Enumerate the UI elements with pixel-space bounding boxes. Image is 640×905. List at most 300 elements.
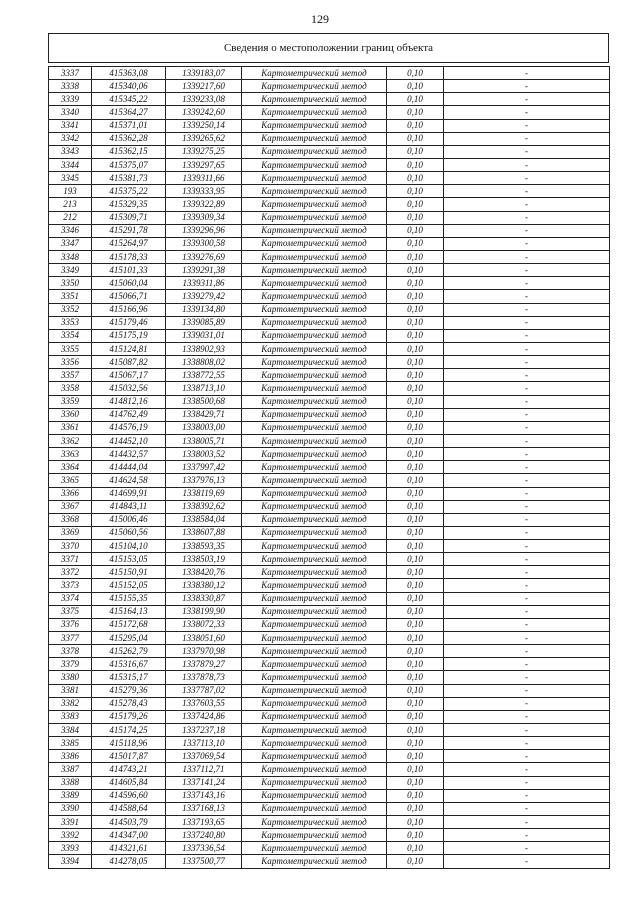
x-coordinate-cell: 415316,67 [92,658,166,671]
x-coordinate-cell: 415101,33 [92,264,166,277]
method-cell: Картометрический метод [242,172,387,185]
x-coordinate-cell: 415152,05 [92,579,166,592]
method-cell: Картометрический метод [242,106,387,119]
note-cell: - [444,684,610,697]
x-coordinate-cell: 415362,28 [92,132,166,145]
table-row [49,277,610,290]
y-coordinate-cell: 1337237,18 [166,724,242,737]
note-cell: - [444,448,610,461]
x-coordinate-cell: 415087,82 [92,356,166,369]
method-cell: Картометрический метод [242,93,387,106]
note-cell: - [444,185,610,198]
note-cell: - [444,421,610,434]
x-coordinate-cell: 414444,04 [92,461,166,474]
accuracy-cell: 0,10 [387,316,444,329]
y-coordinate-cell: 1338902,93 [166,342,242,355]
table-row [49,290,610,303]
point-number-cell: 193 [49,185,92,198]
method-cell: Картометрический метод [242,500,387,513]
x-coordinate-cell: 414588,64 [92,802,166,815]
point-number-cell: 3348 [49,250,92,263]
y-coordinate-cell: 1338808,02 [166,356,242,369]
x-coordinate-cell: 415174,25 [92,724,166,737]
point-number-cell: 3344 [49,158,92,171]
y-coordinate-cell: 1337603,55 [166,697,242,710]
method-cell: Картометрический метод [242,816,387,829]
y-coordinate-cell: 1339242,60 [166,106,242,119]
note-cell: - [444,250,610,263]
note-cell: - [444,211,610,224]
accuracy-cell: 0,10 [387,605,444,618]
table-row [49,145,610,158]
method-cell: Картометрический метод [242,303,387,316]
accuracy-cell: 0,10 [387,369,444,382]
table-row [49,421,610,434]
accuracy-cell: 0,10 [387,93,444,106]
method-cell: Картометрический метод [242,526,387,539]
x-coordinate-cell: 415164,13 [92,605,166,618]
accuracy-cell: 0,10 [387,763,444,776]
y-coordinate-cell: 1338503,19 [166,553,242,566]
accuracy-cell: 0,10 [387,802,444,815]
table-row [49,697,610,710]
y-coordinate-cell: 1339300,58 [166,237,242,250]
point-number-cell: 3384 [49,724,92,737]
method-cell: Картометрический метод [242,802,387,815]
note-cell: - [444,526,610,539]
note-cell: - [444,264,610,277]
accuracy-cell: 0,10 [387,855,444,868]
table-row [49,855,610,868]
y-coordinate-cell: 1339279,42 [166,290,242,303]
method-cell: Картометрический метод [242,264,387,277]
y-coordinate-cell: 1339265,62 [166,132,242,145]
table-row [49,80,610,93]
y-coordinate-cell: 1339134,80 [166,303,242,316]
point-number-cell: 3340 [49,106,92,119]
table-row [49,829,610,842]
x-coordinate-cell: 415104,10 [92,540,166,553]
accuracy-cell: 0,10 [387,211,444,224]
accuracy-cell: 0,10 [387,684,444,697]
table-row [49,737,610,750]
method-cell: Картометрический метод [242,145,387,158]
point-number-cell: 3379 [49,658,92,671]
y-coordinate-cell: 1338429,71 [166,408,242,421]
y-coordinate-cell: 1338584,04 [166,513,242,526]
note-cell: - [444,605,610,618]
point-number-cell: 3357 [49,369,92,382]
x-coordinate-cell: 415179,46 [92,316,166,329]
method-cell: Картометрический метод [242,395,387,408]
table-row [49,329,610,342]
table-row [49,684,610,697]
accuracy-cell: 0,10 [387,553,444,566]
table-row [49,448,610,461]
x-coordinate-cell: 415179,26 [92,710,166,723]
y-coordinate-cell: 1338500,68 [166,395,242,408]
accuracy-cell: 0,10 [387,487,444,500]
accuracy-cell: 0,10 [387,618,444,631]
note-cell: - [444,566,610,579]
y-coordinate-cell: 1337168,13 [166,802,242,815]
accuracy-cell: 0,10 [387,526,444,539]
point-number-cell: 3355 [49,342,92,355]
note-cell: - [444,658,610,671]
point-number-cell: 3341 [49,119,92,132]
point-number-cell: 3388 [49,776,92,789]
table-row [49,395,610,408]
x-coordinate-cell: 414743,21 [92,763,166,776]
table-row [49,579,610,592]
method-cell: Картометрический метод [242,645,387,658]
x-coordinate-cell: 415375,07 [92,158,166,171]
x-coordinate-cell: 415363,08 [92,67,166,80]
method-cell: Картометрический метод [242,684,387,697]
table-title: Сведения о местоположении границ объекта [223,42,434,54]
point-number-cell: 3353 [49,316,92,329]
x-coordinate-cell: 415345,22 [92,93,166,106]
note-cell: - [444,618,610,631]
note-cell: - [444,750,610,763]
y-coordinate-cell: 1338003,00 [166,421,242,434]
x-coordinate-cell: 414843,11 [92,500,166,513]
method-cell: Картометрический метод [242,737,387,750]
accuracy-cell: 0,10 [387,382,444,395]
table-row [49,816,610,829]
y-coordinate-cell: 1337879,27 [166,658,242,671]
note-cell: - [444,158,610,171]
note-cell: - [444,855,610,868]
table-row [49,724,610,737]
table-row [49,658,610,671]
x-coordinate-cell: 415032,56 [92,382,166,395]
y-coordinate-cell: 1339309,34 [166,211,242,224]
table-row [49,369,610,382]
method-cell: Картометрический метод [242,198,387,211]
x-coordinate-cell: 415060,04 [92,277,166,290]
point-number-cell: 3377 [49,632,92,645]
method-cell: Картометрический метод [242,250,387,263]
y-coordinate-cell: 1339233,08 [166,93,242,106]
note-cell: - [444,710,610,723]
method-cell: Картометрический метод [242,237,387,250]
table-row [49,198,610,211]
method-cell: Картометрический метод [242,618,387,631]
note-cell: - [444,93,610,106]
accuracy-cell: 0,10 [387,264,444,277]
accuracy-cell: 0,10 [387,356,444,369]
method-cell: Картометрический метод [242,80,387,93]
note-cell: - [444,592,610,605]
point-number-cell: 3347 [49,237,92,250]
note-cell: - [444,145,610,158]
note-cell: - [444,500,610,513]
x-coordinate-cell: 415278,43 [92,697,166,710]
point-number-cell: 3382 [49,697,92,710]
method-cell: Картометрический метод [242,789,387,802]
point-number-cell: 3346 [49,224,92,237]
table-row [49,172,610,185]
point-number-cell: 3373 [49,579,92,592]
accuracy-cell: 0,10 [387,566,444,579]
y-coordinate-cell: 1337787,02 [166,684,242,697]
note-cell: - [444,540,610,553]
note-cell: - [444,579,610,592]
accuracy-cell: 0,10 [387,106,444,119]
note-cell: - [444,277,610,290]
accuracy-cell: 0,10 [387,697,444,710]
method-cell: Картометрический метод [242,448,387,461]
accuracy-cell: 0,10 [387,329,444,342]
note-cell: - [444,237,610,250]
x-coordinate-cell: 415375,22 [92,185,166,198]
note-cell: - [444,132,610,145]
accuracy-cell: 0,10 [387,132,444,145]
method-cell: Картометрический метод [242,605,387,618]
table-row [49,632,610,645]
y-coordinate-cell: 1339322,89 [166,198,242,211]
x-coordinate-cell: 415066,71 [92,290,166,303]
method-cell: Картометрический метод [242,211,387,224]
y-coordinate-cell: 1339333,95 [166,185,242,198]
x-coordinate-cell: 415371,01 [92,119,166,132]
accuracy-cell: 0,10 [387,842,444,855]
method-cell: Картометрический метод [242,540,387,553]
point-number-cell: 3383 [49,710,92,723]
note-cell: - [444,816,610,829]
note-cell: - [444,697,610,710]
note-cell: - [444,290,610,303]
note-cell: - [444,802,610,815]
point-number-cell: 3356 [49,356,92,369]
table-row [49,513,610,526]
accuracy-cell: 0,10 [387,277,444,290]
method-cell: Картометрический метод [242,461,387,474]
note-cell: - [444,356,610,369]
accuracy-cell: 0,10 [387,710,444,723]
table-row [49,303,610,316]
point-number-cell: 3394 [49,855,92,868]
x-coordinate-cell: 415060,56 [92,526,166,539]
y-coordinate-cell: 1339183,07 [166,67,242,80]
accuracy-cell: 0,10 [387,632,444,645]
x-coordinate-cell: 415264,97 [92,237,166,250]
accuracy-cell: 0,10 [387,342,444,355]
table-row [49,185,610,198]
point-number-cell: 3345 [49,172,92,185]
x-coordinate-cell: 415279,36 [92,684,166,697]
point-number-cell: 3371 [49,553,92,566]
note-cell: - [444,329,610,342]
y-coordinate-cell: 1338607,88 [166,526,242,539]
note-cell: - [444,395,610,408]
y-coordinate-cell: 1339291,38 [166,264,242,277]
accuracy-cell: 0,10 [387,250,444,263]
method-cell: Картометрический метод [242,277,387,290]
method-cell: Картометрический метод [242,750,387,763]
x-coordinate-cell: 415150,91 [92,566,166,579]
method-cell: Картометрический метод [242,671,387,684]
note-cell: - [444,369,610,382]
table-row [49,802,610,815]
table-row [49,264,610,277]
note-cell: - [444,513,610,526]
y-coordinate-cell: 1337069,54 [166,750,242,763]
note-cell: - [444,106,610,119]
x-coordinate-cell: 415017,87 [92,750,166,763]
note-cell: - [444,763,610,776]
x-coordinate-cell: 415124,81 [92,342,166,355]
note-cell: - [444,487,610,500]
coordinates-table [48,66,610,869]
note-cell: - [444,119,610,132]
note-cell: - [444,671,610,684]
note-cell: - [444,553,610,566]
point-number-cell: 3390 [49,802,92,815]
y-coordinate-cell: 1337970,98 [166,645,242,658]
point-number-cell: 3370 [49,540,92,553]
y-coordinate-cell: 1338003,52 [166,448,242,461]
x-coordinate-cell: 415362,15 [92,145,166,158]
table-row [49,356,610,369]
table-row [49,461,610,474]
method-cell: Картометрический метод [242,487,387,500]
y-coordinate-cell: 1338593,35 [166,540,242,553]
table-row [49,592,610,605]
point-number-cell: 3369 [49,526,92,539]
x-coordinate-cell: 415381,73 [92,172,166,185]
point-number-cell: 3393 [49,842,92,855]
point-number-cell: 3380 [49,671,92,684]
x-coordinate-cell: 414503,79 [92,816,166,829]
point-number-cell: 3378 [49,645,92,658]
accuracy-cell: 0,10 [387,724,444,737]
accuracy-cell: 0,10 [387,421,444,434]
table-row [49,382,610,395]
x-coordinate-cell: 415340,06 [92,80,166,93]
y-coordinate-cell: 1339311,86 [166,277,242,290]
note-cell: - [444,829,610,842]
accuracy-cell: 0,10 [387,816,444,829]
point-number-cell: 3359 [49,395,92,408]
table-row [49,750,610,763]
x-coordinate-cell: 415315,17 [92,671,166,684]
accuracy-cell: 0,10 [387,172,444,185]
y-coordinate-cell: 1339217,60 [166,80,242,93]
accuracy-cell: 0,10 [387,198,444,211]
table-row [49,434,610,447]
y-coordinate-cell: 1338072,33 [166,618,242,631]
table-header-frame [48,33,609,63]
method-cell: Картометрический метод [242,513,387,526]
method-cell: Картометрический метод [242,855,387,868]
y-coordinate-cell: 1337113,10 [166,737,242,750]
y-coordinate-cell: 1339275,25 [166,145,242,158]
method-cell: Картометрический метод [242,316,387,329]
point-number-cell: 3374 [49,592,92,605]
table-row [49,250,610,263]
x-coordinate-cell: 414762,49 [92,408,166,421]
table-row [49,93,610,106]
y-coordinate-cell: 1338119,69 [166,487,242,500]
note-cell: - [444,842,610,855]
table-row [49,540,610,553]
y-coordinate-cell: 1337143,16 [166,789,242,802]
accuracy-cell: 0,10 [387,448,444,461]
method-cell: Картометрический метод [242,329,387,342]
table-row [49,106,610,119]
point-number-cell: 3375 [49,605,92,618]
method-cell: Картометрический метод [242,342,387,355]
accuracy-cell: 0,10 [387,395,444,408]
y-coordinate-cell: 1339085,89 [166,316,242,329]
point-number-cell: 3376 [49,618,92,631]
y-coordinate-cell: 1337193,65 [166,816,242,829]
method-cell: Картометрический метод [242,842,387,855]
point-number-cell: 3338 [49,80,92,93]
table-row [49,316,610,329]
x-coordinate-cell: 415309,71 [92,211,166,224]
y-coordinate-cell: 1338392,62 [166,500,242,513]
coordinates-table-body [49,67,610,869]
method-cell: Картометрический метод [242,592,387,605]
accuracy-cell: 0,10 [387,434,444,447]
accuracy-cell: 0,10 [387,645,444,658]
table-row [49,342,610,355]
note-cell: - [444,80,610,93]
accuracy-cell: 0,10 [387,80,444,93]
y-coordinate-cell: 1338380,12 [166,579,242,592]
x-coordinate-cell: 415175,19 [92,329,166,342]
method-cell: Картометрический метод [242,776,387,789]
table-row [49,211,610,224]
table-row [49,671,610,684]
note-cell: - [444,434,610,447]
point-number-cell: 3381 [49,684,92,697]
method-cell: Картометрический метод [242,67,387,80]
accuracy-cell: 0,10 [387,829,444,842]
note-cell: - [444,316,610,329]
accuracy-cell: 0,10 [387,592,444,605]
y-coordinate-cell: 1339250,14 [166,119,242,132]
accuracy-cell: 0,10 [387,750,444,763]
table-row [49,776,610,789]
point-number-cell: 3368 [49,513,92,526]
y-coordinate-cell: 1338330,87 [166,592,242,605]
table-row [49,710,610,723]
table-row [49,224,610,237]
accuracy-cell: 0,10 [387,461,444,474]
point-number-cell: 3360 [49,408,92,421]
table-row [49,645,610,658]
x-coordinate-cell: 415262,79 [92,645,166,658]
x-coordinate-cell: 414812,16 [92,395,166,408]
table-row [49,763,610,776]
note-cell: - [444,461,610,474]
x-coordinate-cell: 414576,19 [92,421,166,434]
point-number-cell: 3372 [49,566,92,579]
table-row [49,605,610,618]
point-number-cell: 3385 [49,737,92,750]
y-coordinate-cell: 1338199,90 [166,605,242,618]
point-number-cell: 3339 [49,93,92,106]
accuracy-cell: 0,10 [387,145,444,158]
point-number-cell: 3387 [49,763,92,776]
note-cell: - [444,632,610,645]
y-coordinate-cell: 1338420,76 [166,566,242,579]
y-coordinate-cell: 1337976,13 [166,474,242,487]
